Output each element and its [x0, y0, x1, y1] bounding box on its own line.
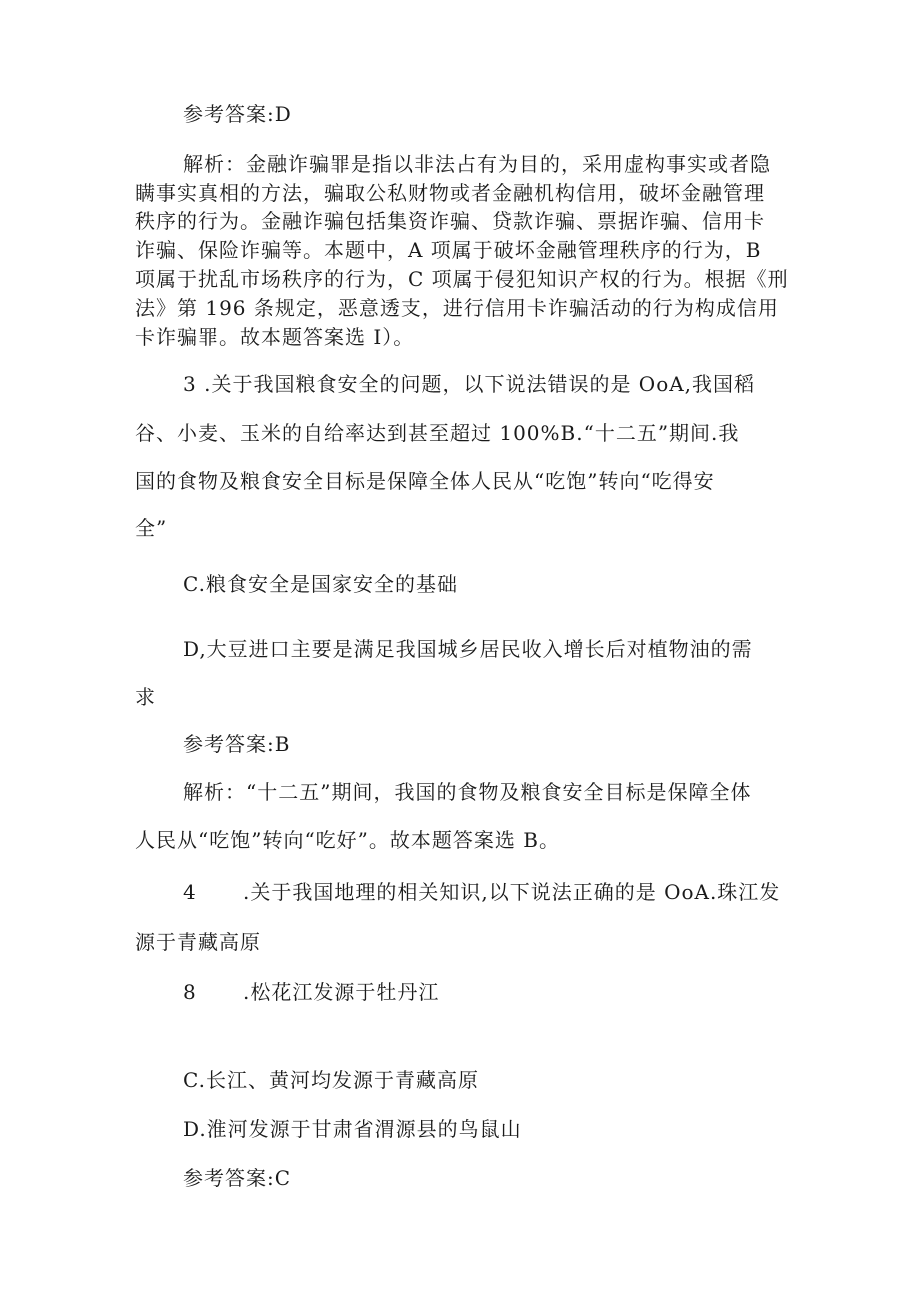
q4-option-b-number: 8: [183, 980, 197, 1004]
q2-explanation-line: 诈骗、保险诈骗等。本题中，A 项属于破坏金融管理秩序的行为，B: [135, 238, 762, 262]
q3-stem-line: 3 .关于我国粮食安全的问题，以下说法错误的是 OoA,我国稻: [183, 372, 756, 396]
q4-stem-text: .关于我国地理的相关知识,以下说法正确的是 OoA.珠江发: [243, 880, 781, 904]
q2-explanation-line: 卡诈骗罪。故本题答案选 I）。: [135, 325, 415, 349]
q3-option-c: C.粮食安全是国家安全的基础: [183, 572, 458, 596]
q2-answer: 参考答案:D: [183, 102, 292, 126]
q4-stem-line: [183, 879, 780, 905]
q3-option-d-line: 求: [135, 685, 156, 709]
q3-explanation-line: 人民从“吃饱”转向“吃好”。故本题答案选 B。: [135, 828, 560, 852]
q2-explanation-line: 瞒事实真相的方法，骗取公私财物或者金融机构信用，破坏金融管理: [135, 181, 765, 205]
q3-stem-line: 国的食物及粮食安全目标是保障全体人民从“吃饱”转向“吃得安: [135, 469, 715, 493]
q4-option-b: [183, 979, 439, 1005]
q3-stem-line: 全”: [135, 516, 168, 540]
q3-answer: 参考答案:B: [183, 732, 291, 756]
q2-explanation-line: 项属于扰乱市场秩序的行为，C 项属于侵犯知识产权的行为。根据《刑: [135, 267, 789, 291]
q3-option-d-line: D,大豆进口主要是满足我国城乡居民收入增长后对植物油的需: [183, 637, 753, 661]
q2-explanation-line: 解析：金融诈骗罪是指以非法占有为目的，采用虚构事实或者隐: [183, 152, 771, 176]
q2-explanation-line: 法》第 196 条规定，恶意透支，进行信用卡诈骗活动的行为构成信用: [135, 296, 779, 320]
q2-explanation-line: 秩序的行为。金融诈骗包括集资诈骗、贷款诈骗、票据诈骗、信用卡: [135, 209, 765, 233]
q4-option-d: D.淮河发源于甘肃省渭源县的鸟鼠山: [183, 1117, 522, 1141]
q3-explanation-line: 解析：“十二五”期间，我国的食物及粮食安全目标是保障全体: [183, 780, 752, 804]
q4-option-c: C.长江、黄河均发源于青藏高原: [183, 1068, 479, 1092]
q3-stem-line: 谷、小麦、玉米的自给率达到甚至超过 100%B.“十二五”期间.我: [135, 421, 740, 445]
q4-option-b-text: .松花江发源于牡丹江: [243, 980, 440, 1004]
q4-number: 4: [183, 880, 197, 904]
q4-answer: 参考答案:C: [183, 1166, 292, 1190]
q4-stem-line: 源于青藏高原: [135, 930, 261, 954]
